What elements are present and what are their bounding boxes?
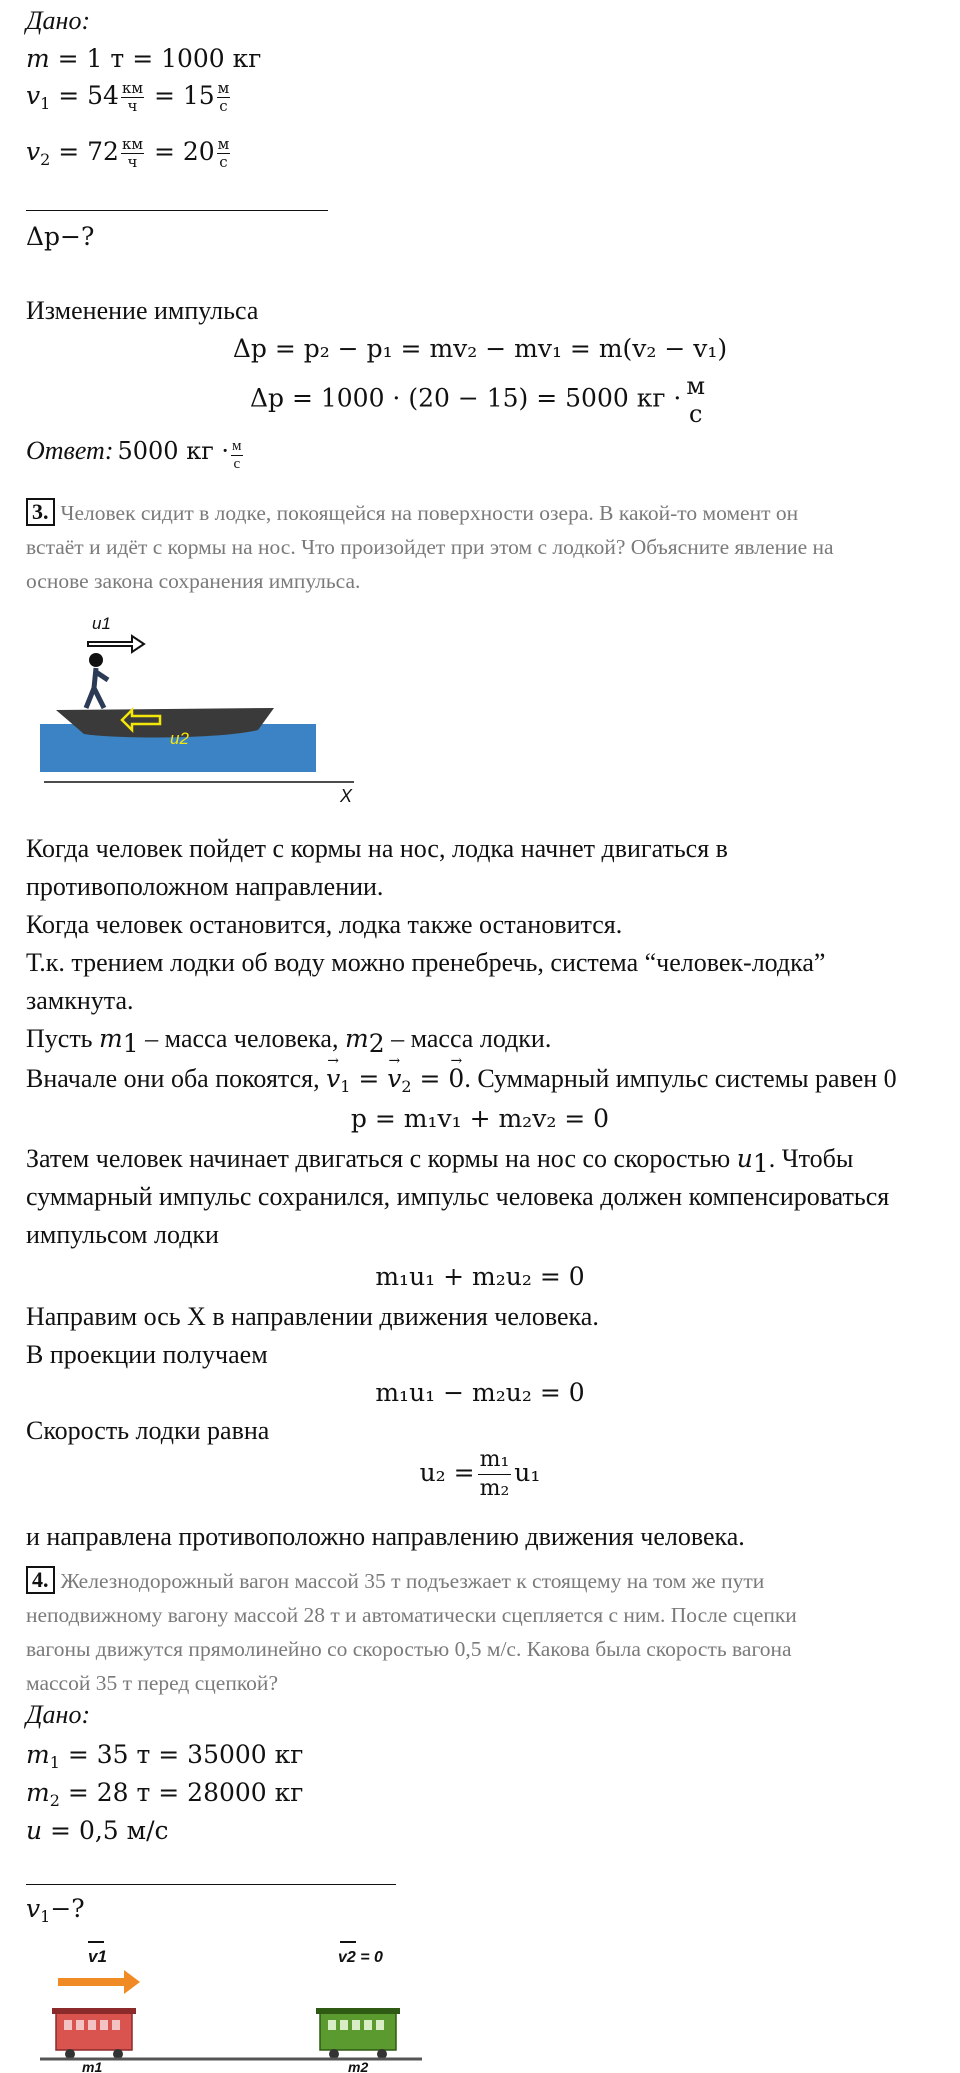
- problem-4-question: 4. Железнодорожный вагон массой 35 т подъезжает к стоящему на том же пути неподвижному вагону массой 28 т и автоматически сцепляется с ним. После сцепки вагоны движутся прямолинейно со скоростью 0,5 м/с. Какова была скорость вагона массой 35 т перед сцепкой?: [26, 1567, 797, 1695]
- car-1: [56, 2012, 132, 2050]
- equation-projection: m₁u₁ − m₂u₂ = 0: [375, 1378, 585, 1407]
- p3-line-8: Затем человек начинает двигаться с кормы на нос со скоростью $u_1$. Чтобы: [26, 1144, 854, 1178]
- given-v2: $v_2 = 72$ $\frac{км}{ч}$ = 20 $\frac{м}{с}$: [26, 135, 230, 171]
- p3-line-6: Пусть $m_1$ – масса человека, $m_2$ – масса лодки.: [26, 1024, 552, 1058]
- problem-3-number: 3.: [26, 498, 55, 526]
- p3-line-2: противоположном направлении.: [26, 872, 384, 901]
- u2-label: u2: [170, 729, 189, 748]
- u1-label: u1: [92, 614, 111, 633]
- formula-delta-p-numeric: Δp = 1000 · (20 − 15) = 5000 кг · м с: [249, 372, 706, 428]
- answer-line: Ответ: 5000 кг · $\frac{м}{с}$: [26, 436, 242, 472]
- p3-line-1: Когда человек пойдет с кормы на нос, лодка начнет двигаться в: [26, 834, 728, 863]
- p4-given-m1: $m_1 = 35$ т = 35000 кг: [26, 1740, 304, 1772]
- person-head: [89, 653, 103, 667]
- p3-line-14: и направлена противоположно направлению движения человека.: [26, 1522, 745, 1551]
- p3-line-12: В проекции получаем: [26, 1340, 268, 1369]
- equation-boat-speed: u₂ = $\frac{\text{m₁}}{\text{m₂}}$ u₁: [419, 1447, 541, 1501]
- given-divider: [26, 210, 328, 211]
- p3-line-13: Скорость лодки равна: [26, 1416, 270, 1445]
- p3-line-7: Вначале они оба покоятся, → $v_1$ = → $v_2$ = → 0. Суммарный импульс системы равен 0: [26, 1064, 897, 1102]
- p3-line-3: Когда человек остановится, лодка также остановится.: [26, 910, 623, 939]
- equation-momentum-initial: p = m₁v₁ + m₂v₂ = 0: [350, 1104, 610, 1133]
- problem-3-question: 3. Человек сидит в лодке, покоящейся на поверхности озера. В какой-то момент он встаёт и идёт с кормы на нос. Что произойдет при этом с лодкой? Объясните явление на основе закона сохранения импульса.: [26, 499, 834, 593]
- car-2: [320, 2012, 396, 2050]
- v1-label: v1: [88, 1947, 107, 1966]
- m2-label: m2: [348, 2059, 369, 2073]
- given-label: Дано:: [26, 6, 91, 35]
- p3-line-5: замкнута.: [26, 986, 134, 1015]
- train-cars-figure: [36, 1938, 426, 2073]
- p3-line-10: импульсом лодки: [26, 1220, 219, 1249]
- equation-momentum-vector: m₁u₁ + m₂u₂ = 0: [375, 1262, 585, 1291]
- x-axis-label: X: [340, 786, 353, 806]
- impulse-change-label: Изменение импульса: [26, 296, 259, 325]
- p4-find-label: $v_1-$?: [26, 1894, 85, 1926]
- boat-figure: [36, 612, 366, 812]
- p3-line-9: суммарный импульс сохранился, импульс человека должен компенсироваться: [26, 1182, 890, 1211]
- formula-delta-p: Δp = p₂ − p₁ = mv₂ − mv₁ = m(v₂ − v₁): [232, 334, 728, 363]
- given-v1: $v_1 = 54$ $\frac{км}{ч}$ = 15 $\frac{м}{с}$: [26, 79, 230, 115]
- p3-line-4: Т.к. трением лодки об воду можно пренебречь, система “человек-лодка”: [26, 948, 826, 977]
- p4-given-label: Дано:: [26, 1700, 91, 1729]
- find-label: Δp−?: [26, 222, 95, 251]
- given-mass: m = 1 т = 1000 кг: [26, 44, 262, 73]
- problem-4-number: 4.: [26, 1566, 55, 1594]
- m1-label: m1: [82, 2059, 103, 2073]
- p4-given-u: u = 0,5 м/с: [26, 1816, 169, 1845]
- p4-given-m2: $m_2 = 28$ т = 28000 кг: [26, 1778, 304, 1810]
- v2-label: v2 = 0: [338, 1949, 383, 1966]
- p3-line-11: Направим ось X в направлении движения человека.: [26, 1302, 599, 1331]
- p4-given-divider: [26, 1884, 396, 1885]
- v1-arrow-icon: [58, 1970, 140, 1994]
